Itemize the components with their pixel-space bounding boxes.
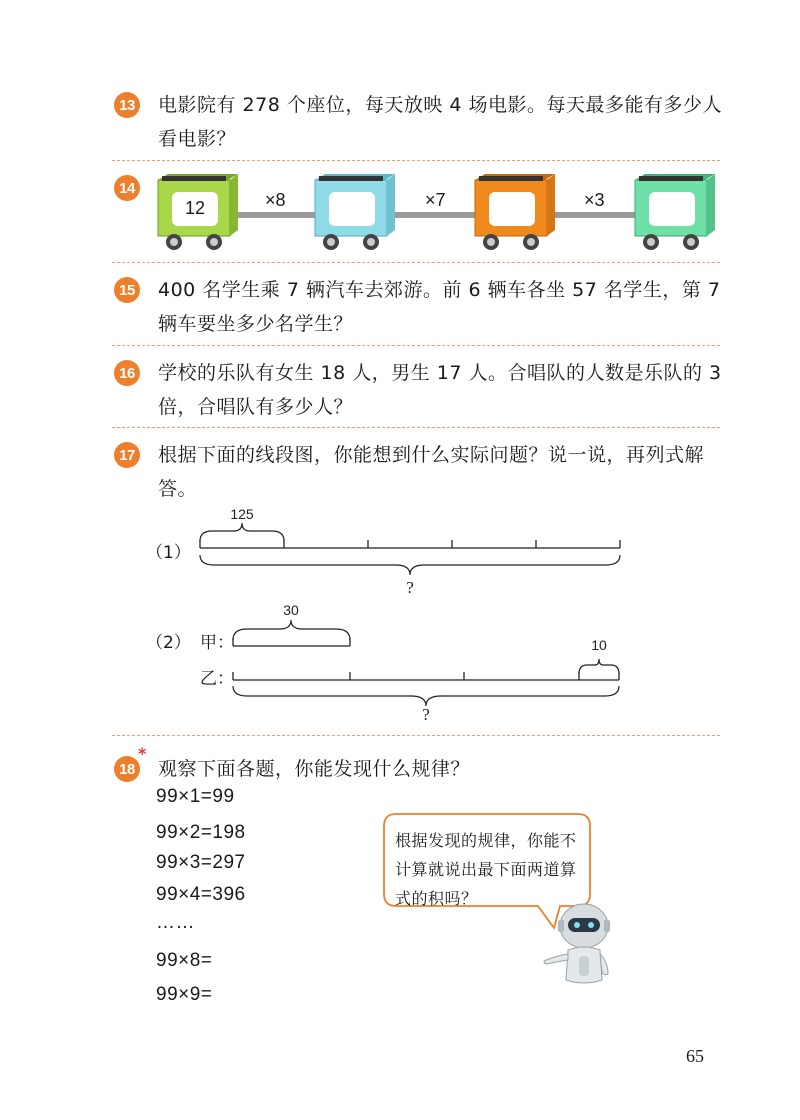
page-number: 65: [686, 1046, 704, 1066]
extra-brace: [579, 659, 619, 674]
equation: 99×1=99: [156, 786, 235, 807]
total-question-mark: ?: [406, 578, 414, 597]
ellipsis: ……: [156, 912, 195, 933]
jia-value-label: 30: [283, 602, 299, 618]
question-number-badge: 14: [114, 175, 140, 201]
segment-diagram-1: [190, 505, 630, 600]
question-17-text: 根据下面的线段图，你能想到什么实际问题？说一说，再列式解答。: [158, 444, 705, 500]
equation: 99×3=297: [156, 852, 246, 873]
challenge-star: *: [138, 744, 147, 763]
extra-value-label: 10: [591, 637, 607, 653]
equation: 99×9=: [156, 984, 213, 1005]
question-number-badge: 15: [114, 277, 140, 303]
divider: [112, 427, 720, 428]
question-number-badge: 17: [114, 442, 140, 468]
jia-label: 甲：: [200, 633, 234, 653]
train-cart: [635, 174, 715, 250]
top-brace: [200, 523, 284, 541]
equation: 99×2=198: [156, 822, 246, 843]
multiplier-label: ×7: [425, 190, 446, 210]
diagram-1-label: （1）: [146, 543, 191, 563]
divider: [112, 262, 720, 263]
bottom-brace: [200, 555, 620, 575]
question-18-text: 观察下面各题，你能发现什么规律？: [158, 758, 471, 780]
question-13-text: 电影院有 278 个座位，每天放映 4 场电影。每天最多能有多少人看电影？: [158, 94, 723, 150]
diagram-2-label: （2）: [146, 633, 191, 653]
divider: [112, 735, 720, 736]
question-number-badge: 13: [114, 92, 140, 118]
equation: 99×8=: [156, 950, 213, 971]
question-number-badge: 16: [114, 360, 140, 386]
top-brace: [233, 620, 350, 640]
segment-diagram-2: [225, 598, 625, 723]
multiplier-label: ×3: [584, 190, 605, 210]
cart-value: 12: [184, 198, 206, 218]
train-cart: [315, 174, 395, 250]
train-connector: [395, 212, 475, 218]
train-connector: [235, 212, 315, 218]
speech-bubble-text: 根据发现的规律，你能不计算就说出最下面两道算式的积吗？: [395, 831, 577, 908]
total-question-mark: ?: [422, 705, 430, 723]
equation: 99×4=396: [156, 884, 246, 905]
question-15-text: 400 名学生乘 7 辆汽车去郊游。前 6 辆车各坐 57 名学生，第 7 辆车要坐多少名学生？: [158, 279, 721, 335]
bottom-brace: [233, 686, 619, 706]
robot-icon: [544, 904, 610, 983]
yi-label: 乙：: [200, 669, 234, 689]
divider: [112, 345, 720, 346]
segment-value-label: 125: [230, 506, 254, 522]
robot-mascot: [538, 900, 622, 990]
train-connector: [555, 212, 635, 218]
divider: [112, 160, 720, 161]
question-16-text: 学校的乐队有女生 18 人，男生 17 人。合唱队的人数是乐队的 3 倍，合唱队有多少人？: [158, 362, 722, 418]
train-carts-diagram: [150, 170, 720, 255]
question-number-badge: 18: [114, 756, 140, 782]
train-cart: [475, 174, 555, 250]
multiplier-label: ×8: [265, 190, 286, 210]
